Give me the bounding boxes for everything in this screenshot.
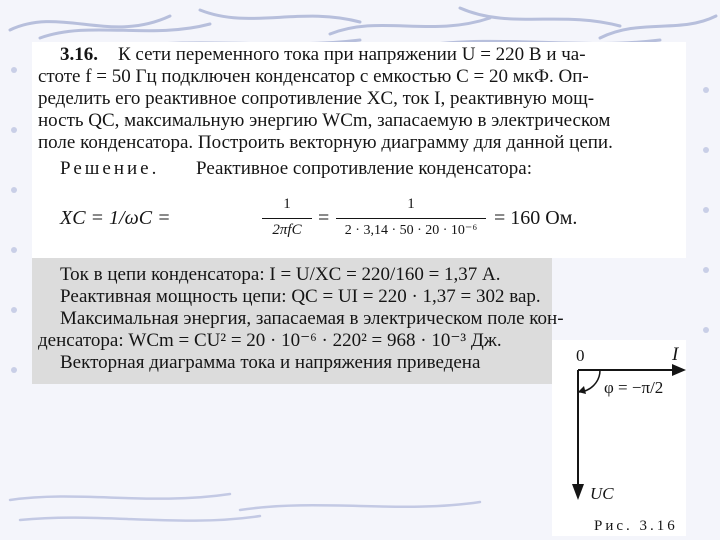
fraction-2-denominator: 2 · 3,14 · 50 · 20 · 10⁻⁶ (344, 223, 478, 238)
solution-line-diagram: Векторная диаграмма тока и напряжения приведена (60, 352, 481, 373)
voltage-arrowhead (572, 484, 584, 500)
voltage-label: UC (590, 484, 614, 503)
solution-line-current: Ток в цепи конденсатора: I = U/XC = 220/160 = 1,37 А. (60, 264, 501, 285)
problem-line-2: стоте f = 50 Гц подключен конденсатор с емкостью C = 20 мкФ. Оп- (38, 66, 589, 87)
phase-angle-label: φ = −π/2 (604, 378, 664, 397)
current-label: I (672, 344, 679, 365)
problem-line-5: поле конденсатора. Построить векторную диаграмму для данной цепи. (38, 132, 613, 153)
origin-label: 0 (576, 346, 585, 365)
solution-line-energy-2: денсатора: WCm = CU² = 20 · 10⁻⁶ · 220² = 968 · 10⁻³ Дж. (38, 330, 502, 351)
phase-angle-arrow (578, 386, 586, 394)
problem-line-1: К сети переменного тока при напряжении U = 220 В и ча- (118, 44, 586, 65)
fraction-1-denominator: 2πfC (272, 222, 302, 238)
fraction-2-numerator: 1 (407, 196, 415, 212)
figure-caption: Рис. 3.16 (594, 518, 678, 534)
formula-lhs: XC = 1/ωC = (60, 207, 171, 229)
problem-line-3: ределить его реактивное сопротивление XC, ток I, реактивную мощ- (38, 88, 595, 109)
fraction-1-numerator: 1 (283, 196, 291, 212)
solution-line-power: Реактивная мощность цепи: QC = UI = 220 · 1,37 = 302 вар. (60, 286, 541, 307)
formula-result: = 160 Ом. (494, 207, 578, 229)
solution-intro: Реактивное сопротивление конденсатора: (196, 158, 532, 179)
problem-line-4: ность QC, максимальную энергию WCm, запасаемую в электрическом (38, 110, 611, 131)
solution-line-energy-1: Максимальная энергия, запасаемая в электрическом поле кон- (60, 308, 564, 329)
formula-equals: = (318, 207, 330, 229)
solution-heading: Решение. (60, 158, 160, 179)
problem-number: 3.16. (60, 44, 98, 65)
